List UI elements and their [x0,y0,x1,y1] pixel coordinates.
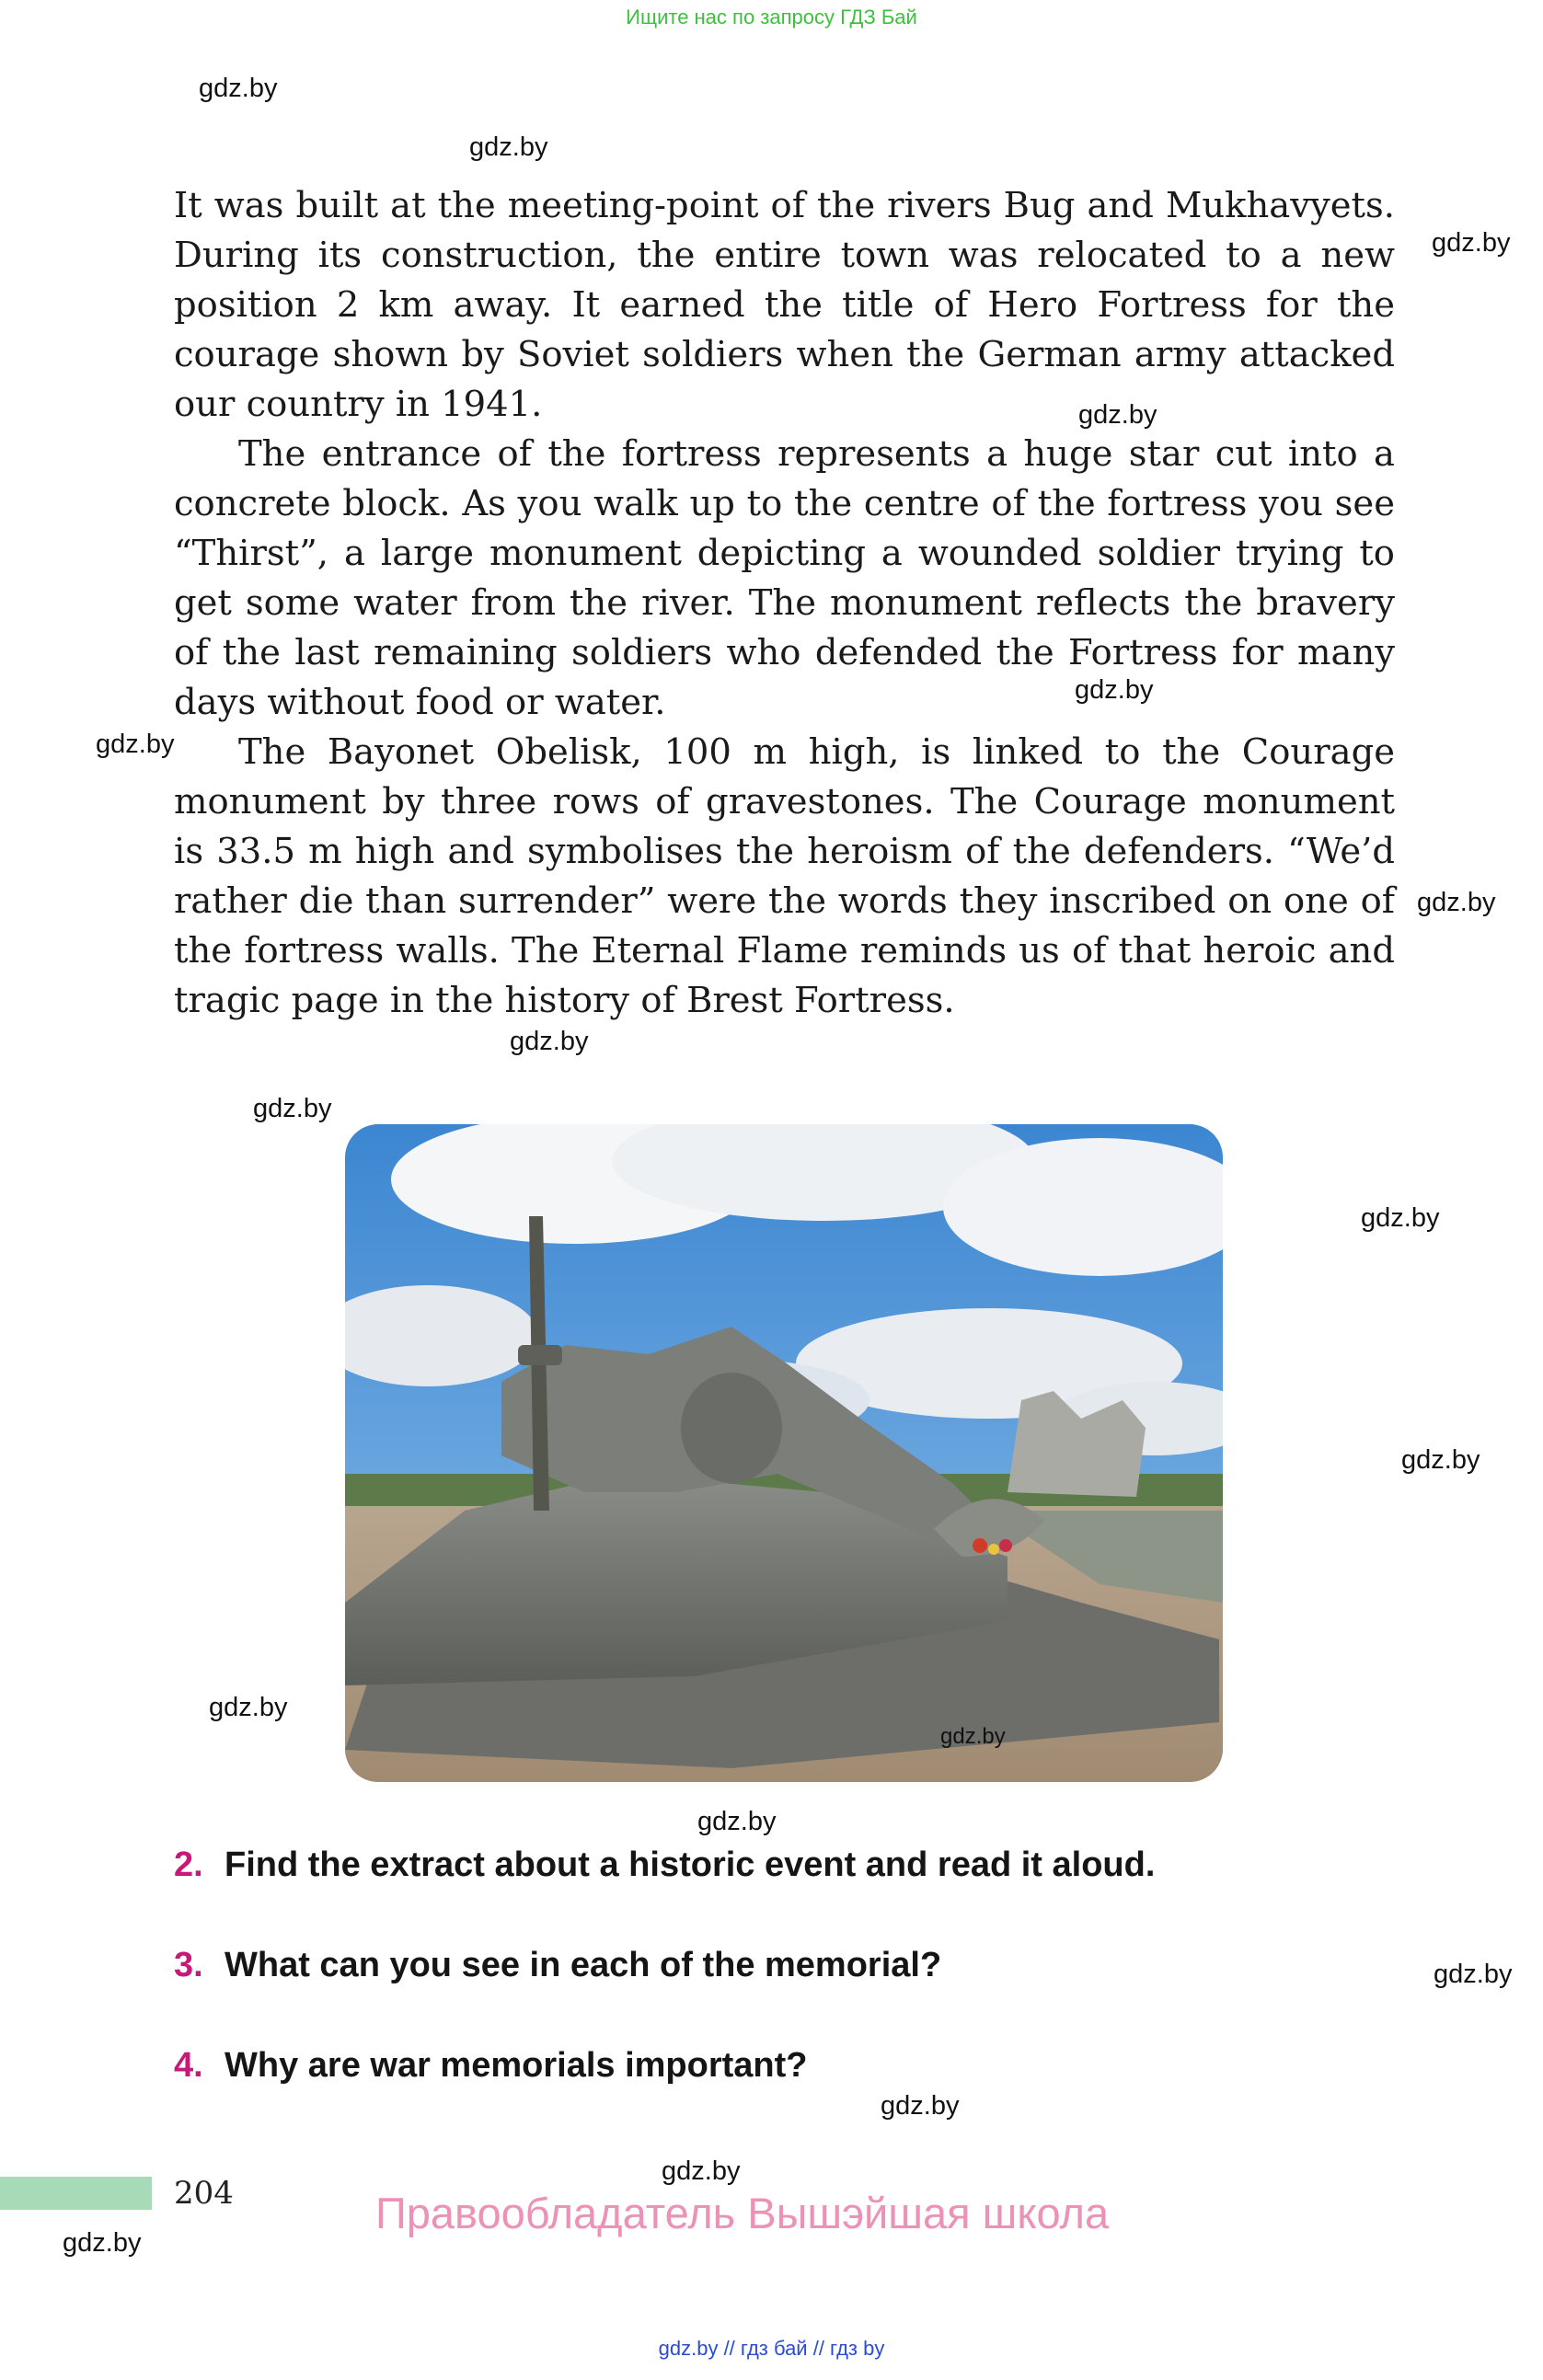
question-2 [174,1847,1155,1882]
rights-holder: Правообладатель Вышэйшая школа [375,2189,1110,2237]
watermark: gdz.by [510,1027,589,1056]
question-text: What can you see in each of the memorial? [225,1946,942,1984]
watermark: gdz.by [1417,888,1496,917]
question-number: 2. [174,1845,203,1884]
paragraph: The entrance of the fortress represents a huge star cut into a concrete block. As you walk up to the centre of the fortress you see “Thirst”, a large monument depicting a wounded soldier trying to get some water from the river. The monument reflects the bravery of the last remaining soldiers who defended the Fortress for many days without food or water. [174,433,1395,723]
page-number-bar [0,2177,152,2210]
paragraph: The Bayonet Obelisk, 100 m high, is linked to the Courage monument by three rows of gravestones. The Courage monument is 33.5 m high and symbolises the heroism of the defenders. “We’d rather die than surrender” were the words they inscribed on one of the fortress walls. The Eternal Flame reminds us of that heroic and tragic page in the history of Brest Fortress. [174,731,1395,1021]
watermark: gdz.by [1075,675,1154,705]
watermark: gdz.by [881,2091,960,2121]
watermark: gdz.by [940,1724,1006,1749]
watermark: gdz.by [1432,228,1511,258]
question-3 [174,1948,941,1983]
monument-photo [345,1124,1223,1782]
watermark: gdz.by [199,74,278,103]
watermark: gdz.by [1361,1203,1440,1233]
question-text: Find the extract about a historic event and read it aloud. [225,1845,1156,1884]
watermark: gdz.by [253,1094,332,1123]
watermark: gdz.by [697,1807,777,1836]
article-body [174,181,1395,1026]
question-4 [174,2048,808,2083]
page-number: 204 [174,2175,234,2212]
watermark: gdz.by [662,2156,741,2186]
paragraph: It was built at the meeting-point of the rivers Bug and Mukhavyets. During its construction, the entire town was relocated to a new position 2 km away. It earned the title of Hero Fortress for the courage shown by Soviet soldiers when the German army attacked our country in 1941. [174,185,1395,425]
question-text: Why are war memorials important? [225,2046,808,2085]
watermark: gdz.by [209,1693,288,1722]
header-search-hint[interactable]: Ищите нас по запросу ГДЗ Бай [626,6,917,29]
watermark: gdz.by [469,132,548,162]
footer-links[interactable]: gdz.by // гдз бай // гдз by [658,2337,885,2360]
question-number: 3. [174,1946,203,1984]
watermark: gdz.by [1078,400,1157,430]
question-number: 4. [174,2046,203,2085]
watermark: gdz.by [96,730,175,759]
watermark: gdz.by [63,2228,142,2258]
watermark: gdz.by [1401,1445,1480,1475]
watermark: gdz.by [1434,1960,1513,1989]
